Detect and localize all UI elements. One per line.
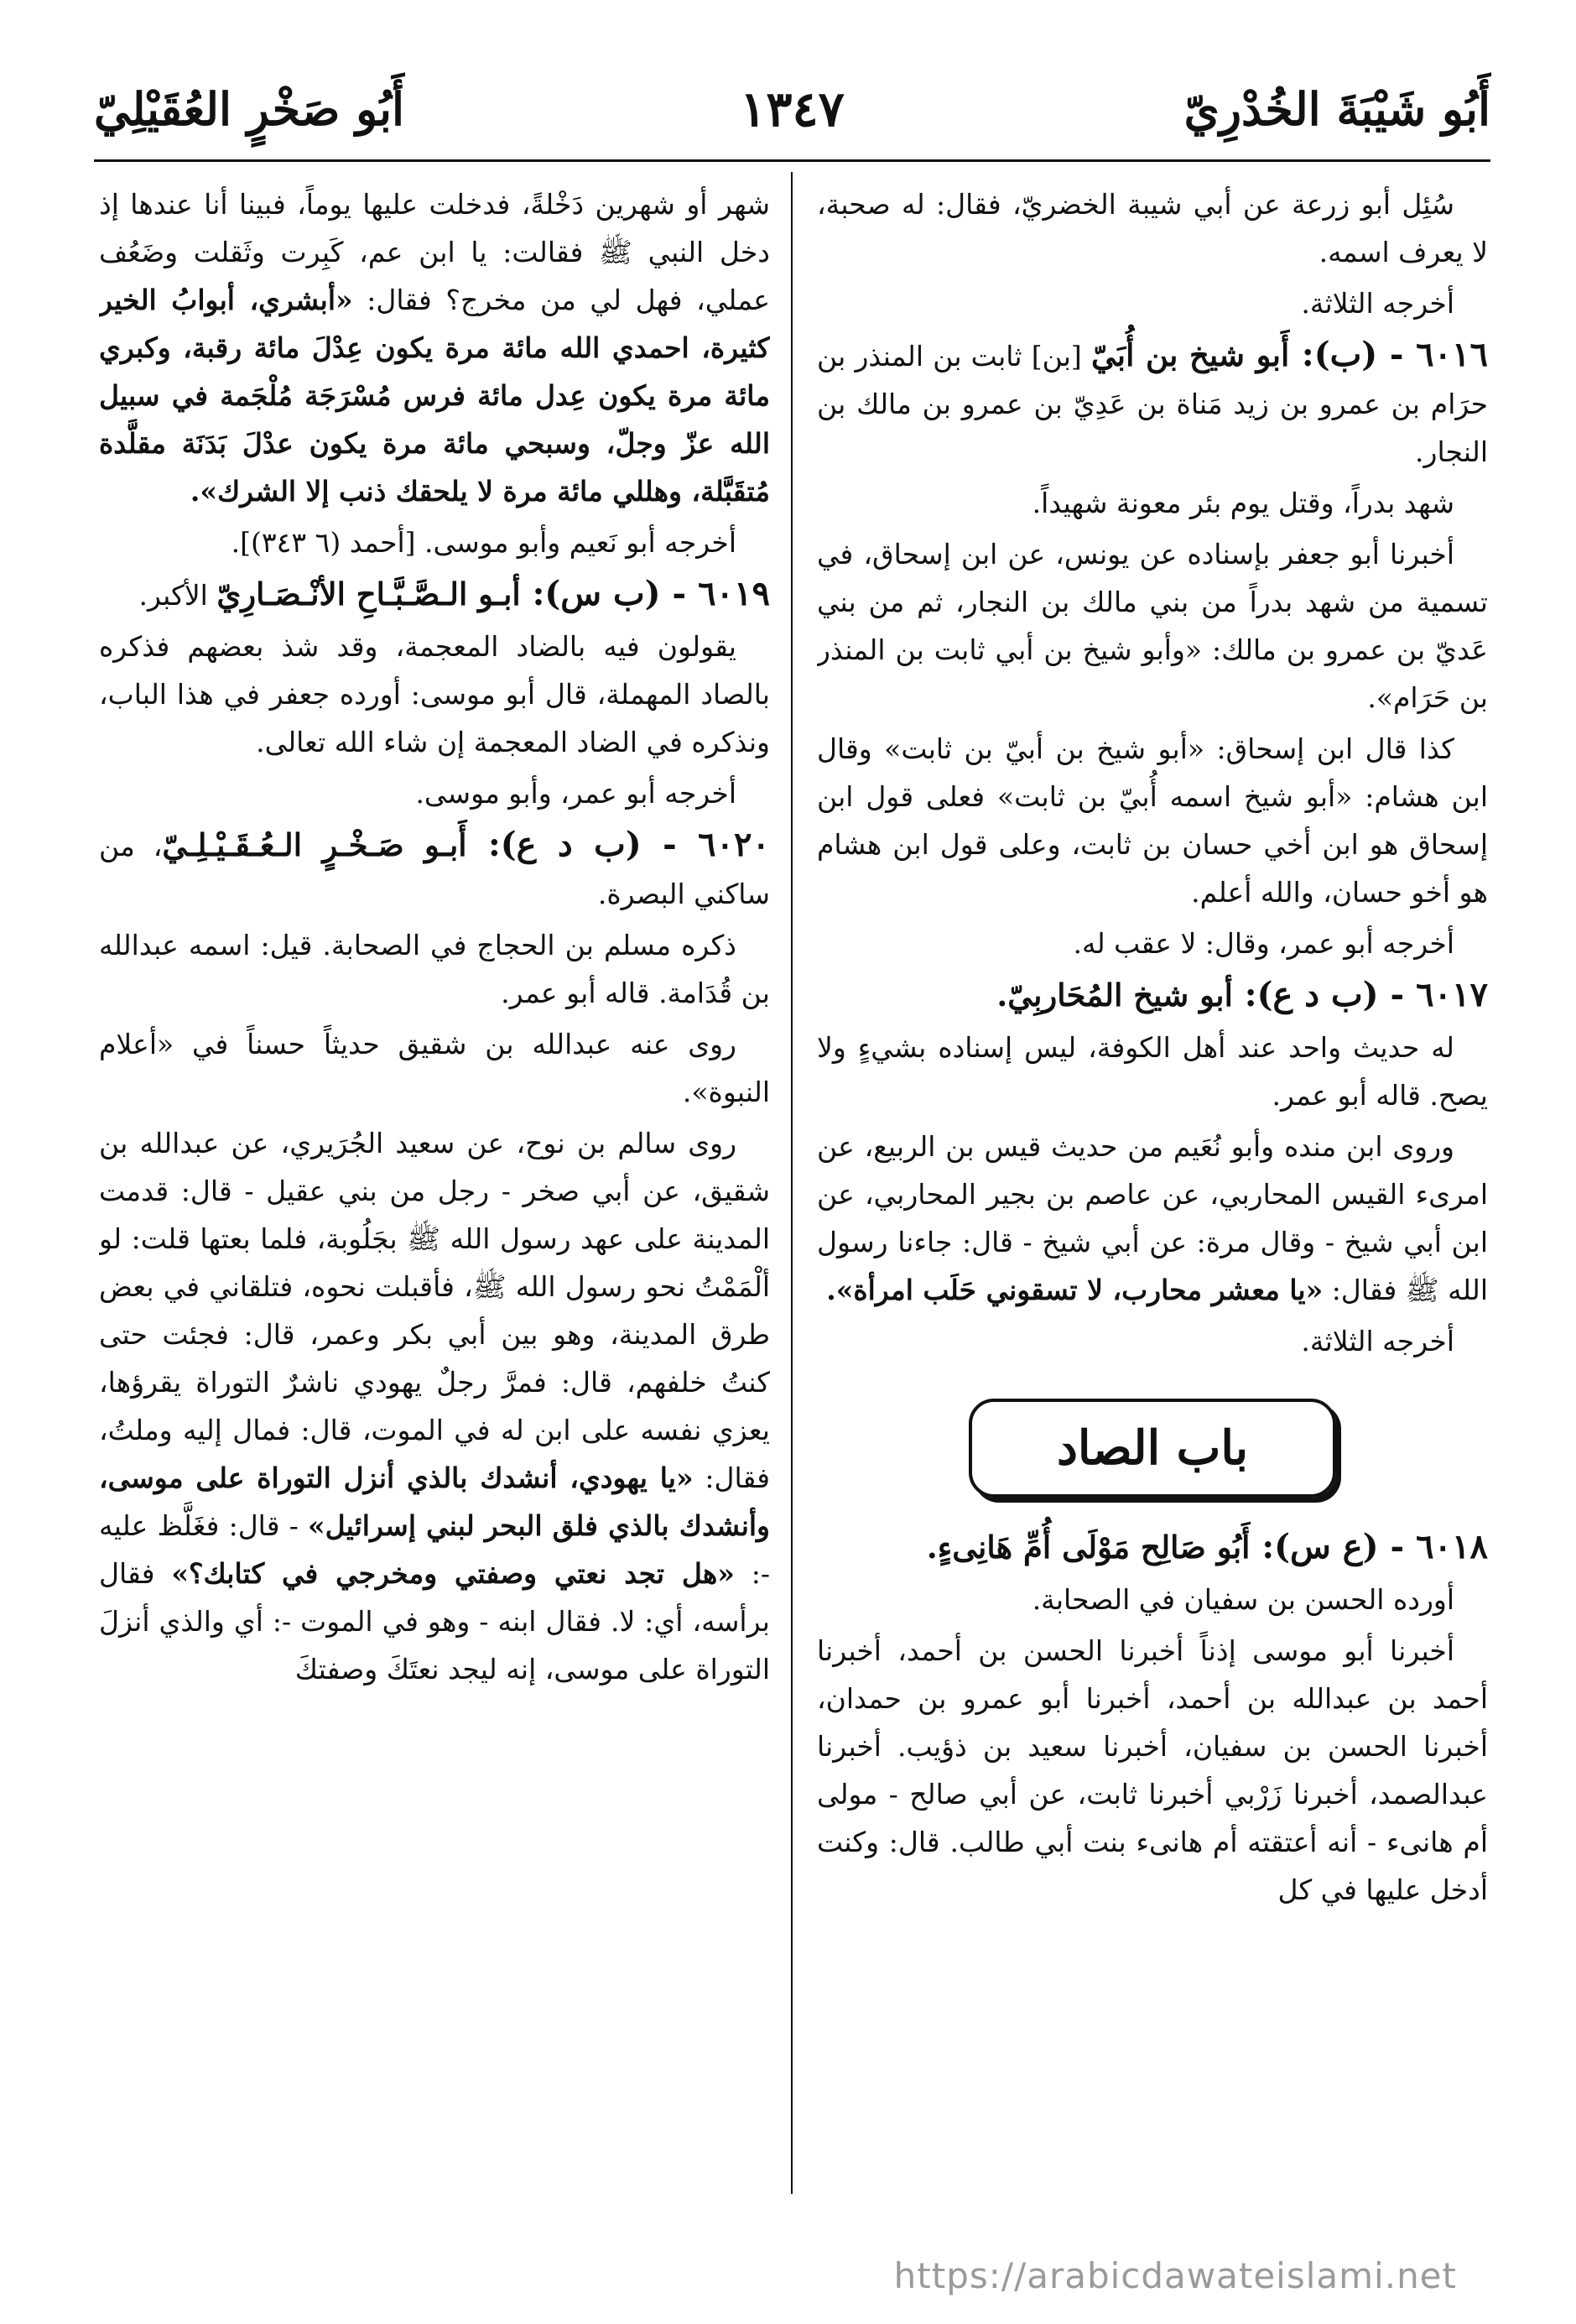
paragraph: أخرجه أبو نَعيم وأبو موسى. [أحمد (٦ ٣٤٣)]. — [231, 526, 736, 559]
entry-heading: أبو شيخ المُحَاربِيّ. — [996, 977, 1233, 1013]
entry-heading: أَبُو صَالِح مَوْلَى أُمِّ هَانِىءٍ. — [926, 1529, 1251, 1566]
entry-text: الأكبر. — [138, 579, 217, 612]
entry-heading: أَبـو صَـخْـرٍ الـعُـقَـيْـلِـيّ — [162, 826, 467, 863]
paragraph: ذكره مسلم بن الحجاج في الصحابة. قيل: اسمه عبدالله بن قُدَامة. قاله أبو عمر. — [99, 929, 770, 1009]
paragraph: أخرجه الثلاثة. — [1301, 287, 1454, 320]
paragraph: روى عنه عبدالله بن شقيق حديثاً حسناً في «أعلام النبوة». — [99, 1028, 770, 1108]
entry-heading: أَبو شيخ بن أُبَيّ — [1090, 336, 1290, 373]
entry-text: ، من ساكني البصرة. — [99, 830, 770, 910]
page-header — [94, 80, 1490, 155]
hadith-quote: «هل تجد نعتي وصفتي ومخرجي في كتابك؟» — [171, 1557, 735, 1590]
page-number: ١٣٤٧ — [740, 81, 845, 138]
paragraph — [99, 180, 770, 515]
right-column — [817, 180, 1488, 2194]
paragraph: سُئِل أبو زرعة عن أبي شيبة الخضريّ، فقال: له صحبة، لا يعرف اسمه. — [817, 188, 1488, 268]
text-run: وروى ابن منده وأبو نُعَيم من حديث قيس بن الربيع، عن امرىء القيس المحاربي، عن عاصم بن بجير المحاربي، عن ابن أبي شيخ - وقال مرة: عن أبي شيخ - قال: جاءنا رسول الله ﷺ فقال: — [817, 1130, 1488, 1306]
entry-text: [بن] ثابت بن المنذر بن حرَام بن عمرو بن زيد مَناة بن عَدِيّ بن عمرو بن مالك بن النجار. — [817, 340, 1488, 468]
hadith-quote: «يا يهودي، أنشدك بالذي أنزل التوراة على موسى، وأنشدك بالذي فلق البحر لبني إسرائيل» — [99, 1462, 770, 1542]
paragraph: له حديث واحد عند أهل الكوفة، ليس إسناده بشيءٍ ولا يصح. قاله أبو عمر. — [817, 1031, 1488, 1112]
paragraph: أخرجه أبو عمر، وقال: لا عقب له. — [1073, 927, 1454, 960]
paragraph: أخبرنا أبو جعفر بإسناده عن يونس، عن ابن إسحاق، في تسمية من شهد بدراً من بني مالك بن النجار، ثم من بني عَديّ بن عمرو بن مالك: «وأبو شيخ بن أبي ثابت بن المنذر بن حَرَام». — [817, 538, 1488, 714]
paragraph: أخرجه الثلاثة. — [1301, 1325, 1454, 1357]
section-title-box — [969, 1399, 1336, 1498]
paragraph — [99, 1119, 770, 1693]
entry-number: ٦٠١٦ - (ب): — [1289, 335, 1488, 374]
paragraph: أخرجه أبو عمر، وأبو موسى. — [415, 777, 736, 810]
paragraph: يقولون فيه بالضاد المعجمة، وقد شذ بعضهم فذكره بالصاد المهملة، قال أبو موسى: أورده جعفر في هذا الباب، ونذكره في الضاد المعجمة إن شاء الله تعالى. — [99, 630, 770, 758]
running-title-right: أَبُو شَيْبَةَ الخُدْرِيّ — [1183, 82, 1490, 136]
entry-6018 — [817, 1523, 1488, 1572]
entry-6017 — [817, 971, 1488, 1020]
section-title: باب الصاد — [1056, 1420, 1249, 1476]
entry-number: ٦٠١٧ - (ب د ع): — [1232, 975, 1488, 1014]
column-divider — [791, 172, 793, 2194]
entry-6016 — [817, 331, 1488, 476]
paragraph: أخبرنا أبو موسى إذناً أخبرنا الحسن بن أحمد، أخبرنا أحمد بن عبدالله بن أحمد، أخبرنا أبو عمرو بن حمدان، أخبرنا الحسن بن سفيان، أخبرنا سعيد بن ذؤيب. أخبرنا عبدالصمد، أخبرنا زَرْبي أخبرنا ثابت، عن أبي صالح - مولى أم هانىء - أنه أعتقته أم هانىء بنت أبي طالب. قال: وكنت أدخل عليها في كل — [817, 1634, 1488, 1906]
entry-6019 — [99, 570, 770, 619]
hadith-quote: «أبشري، أبوابُ الخير كثيرة، احمدي الله مائة مرة يكون عِدْلَ مائة رقبة، وكبري مائة مرة يكون عِدل مائة فرس مُسْرَجَة مُلْجَمة في سبيل الله عزّ وجلّ، وسبحي مائة مرة يكون عدْلَ بَدَنَة مقلَّدة مُتقَبَّلة، وهللي مائة مرة لا يلحقك ذنب إلا الشرك». — [99, 284, 770, 508]
paragraph: أورده الحسن بن سفيان في الصحابة. — [1032, 1583, 1454, 1616]
text-run: روى سالم بن نوح، عن سعيد الجُرَيري، عن عبدالله بن شقيق، عن أبي صخر - رجل من بني عقيل - قال: قدمت المدينة على عهد رسول الله ﷺ بجَلُوبة، فلما بعتها قلت: لو ألْمَمْتُ نحو رسول الله ﷺ، فأقبلت نحوه، فتلقاني في بعض طرق المدينة، وهو بين أبي بكر وعمر، قال: فجئت حتى كنتُ خلفهم، قال: فمرَّ رجلٌ يهودي ناشرٌ التوراة يقرؤها، يعزي نفسه على ابن له في الموت، قال: فمال إليه وملتُ، فقال: — [99, 1127, 770, 1494]
entry-6020 — [99, 821, 770, 918]
left-column — [99, 180, 770, 2194]
entry-number: ٦٠١٨ - (ع س): — [1250, 1527, 1488, 1566]
text-run: - قال: فغَلَّظ عليه -: — [99, 1509, 770, 1590]
header-rule — [94, 159, 1490, 162]
paragraph: شهد بدراً، وقتل يوم بئر معونة شهيداً. — [1032, 487, 1454, 519]
paragraph — [817, 1123, 1488, 1314]
paragraph: كذا قال ابن إسحاق: «أبو شيخ بن أبيّ بن ثابت» وقال ابن هشام: «أبو شيخ اسمه أُبيّ بن ثابت» فعلى قول ابن إسحاق هو ابن أخي حسان بن ثابت، وعلى قول ابن هشام هو أخو حسان، والله أعلم. — [817, 732, 1488, 909]
running-title-left: أَبُو صَخْرٍ العُقَيْلِيّ — [94, 82, 405, 136]
hadith-quote: «يا معشر محارب، لا تسقوني حَلَب امرأة». — [826, 1274, 1324, 1306]
text-run: فقال برأسه، أي: لا. فقال ابنه - وهو في الموت -: أي والذي أنزلَ التوراة على موسى، إنه ليجد نعتَكَ وصفتكَ — [99, 1557, 770, 1686]
entry-number: ٦٠١٩ - (ب س): — [520, 574, 770, 613]
entry-number: ٦٠٢٠ - (ب د ع): — [466, 825, 770, 864]
watermark-url: https://arabicdawateislami.net — [893, 2255, 1457, 2296]
entry-heading: أبـو الـصَّـبَّـاحِ الأنْـصَـارِيّ — [216, 576, 521, 612]
text-run: شهر أو شهرين دَخْلةً، فدخلت عليها يوماً، فبينا أنا عندها إذ دخل النبي ﷺ فقالت: يا ابن عم، كَبِرت وثَقلت وضَعُف عملي، فهل لي من مخرج؟ فقال: — [99, 188, 770, 316]
